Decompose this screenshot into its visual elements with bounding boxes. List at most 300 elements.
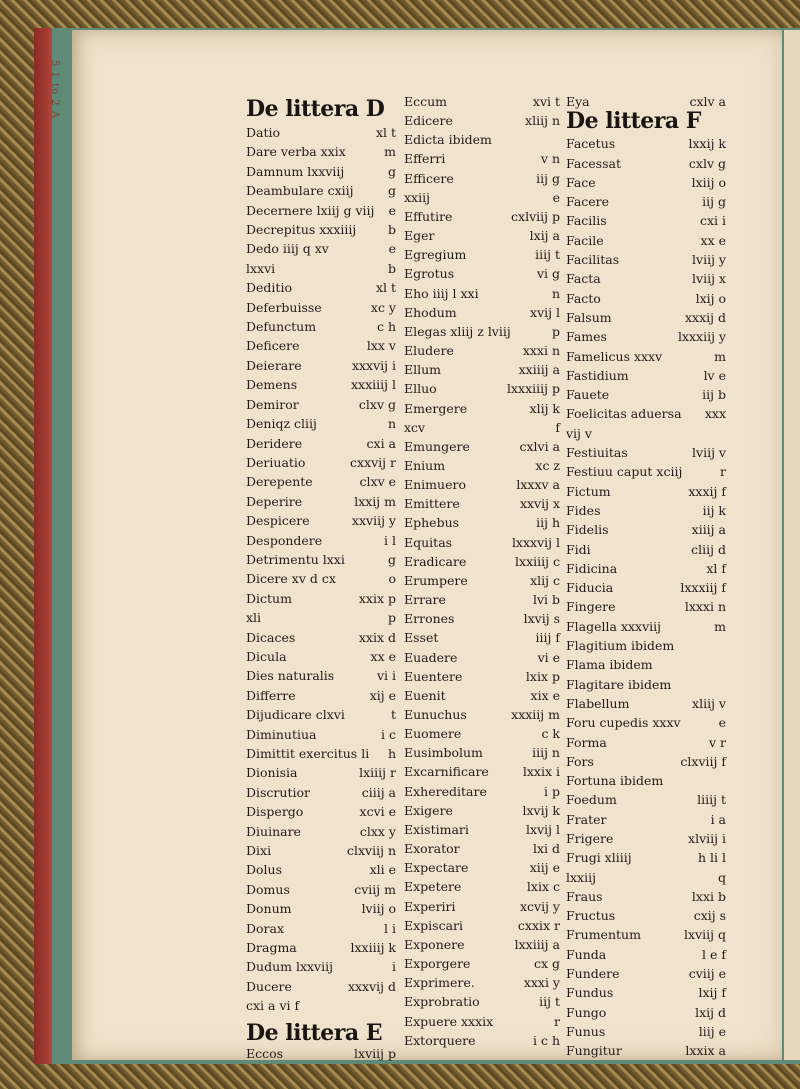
index-entry	[404, 456, 560, 475]
index-entry	[246, 1044, 396, 1063]
index-entry	[566, 347, 726, 366]
index-entry	[246, 531, 396, 550]
entry-word: Fictum	[566, 483, 611, 499]
index-entry	[404, 571, 560, 590]
entry-word: Ellum	[404, 362, 442, 378]
entry-word: Excarnificare	[404, 764, 489, 780]
entry-word: Exhereditare	[404, 783, 487, 799]
entry-word: Defunctum	[246, 319, 317, 335]
entry-reference: i	[392, 959, 396, 975]
entry-reference: v n	[540, 151, 560, 167]
entry-reference: lxvij k	[522, 802, 560, 818]
entry-word: Facta	[566, 271, 601, 287]
entry-reference: e	[718, 715, 726, 731]
entry-reference: xxxij f	[688, 483, 726, 499]
entry-word: Deierare	[246, 357, 302, 373]
entry-reference: xcvi e	[359, 804, 396, 820]
entry-reference: xx e	[370, 648, 396, 664]
entry-word: Emergere	[404, 400, 468, 416]
entry-word: Euenit	[404, 687, 446, 703]
index-entry	[246, 201, 396, 220]
entry-reference: iiij t	[535, 247, 560, 263]
entry-reference: cx g	[533, 956, 560, 972]
index-entry	[246, 666, 396, 685]
entry-word: Flabellum	[566, 695, 630, 711]
index-entry	[566, 559, 726, 578]
entry-word: Facessat	[566, 155, 621, 171]
index-entry	[404, 226, 560, 245]
index-entry	[246, 589, 396, 608]
entry-reference: lxxix i	[522, 764, 560, 780]
index-entry	[246, 725, 396, 744]
index-entry	[566, 906, 726, 925]
index-entry	[246, 802, 396, 821]
entry-reference: lxvij s	[523, 611, 560, 627]
index-entry	[566, 231, 726, 250]
entry-word: Flagitium ibidem	[566, 638, 675, 654]
index-entry	[404, 149, 560, 168]
entry-word: Deficere	[246, 338, 300, 354]
index-entry	[566, 501, 726, 520]
index-entry	[404, 1012, 560, 1031]
entry-word: Euomere	[404, 726, 462, 742]
index-entry	[566, 675, 726, 694]
entry-reference: lxxij k	[688, 136, 726, 152]
entry-word: Foelicitas aduersa	[566, 406, 682, 422]
index-entry	[566, 771, 726, 790]
entry-word: Deridere	[246, 435, 303, 451]
entry-reference: lviij x	[692, 271, 726, 287]
index-entry	[404, 801, 560, 820]
index-entry	[566, 790, 726, 809]
entry-reference: cxxix r	[517, 917, 560, 933]
entry-reference: iij k	[702, 502, 726, 518]
board-edge	[34, 28, 52, 1064]
entry-word: vij v	[566, 425, 592, 441]
index-entry	[566, 925, 726, 944]
entry-word: Detrimentu lxxi	[246, 551, 345, 567]
entry-reference: cviij m	[354, 881, 396, 897]
index-entry	[566, 385, 726, 404]
entry-word: Flagella xxxviij	[566, 618, 662, 634]
index-entry	[246, 763, 396, 782]
entry-word: Dispergo	[246, 804, 304, 820]
index-entry	[404, 762, 560, 781]
margin-note: 5 1 to 2 A	[49, 60, 60, 120]
entry-word: Erumpere	[404, 572, 468, 588]
entry-word: Dicere xv d cx	[246, 571, 336, 587]
entry-list	[246, 1044, 396, 1063]
entry-reference: xxvij x	[519, 496, 560, 512]
entry-reference: xxviij y	[351, 513, 396, 529]
entry-reference: xix e	[530, 687, 560, 703]
entry-reference: xcvij y	[519, 898, 560, 914]
entry-word: Eccum	[404, 94, 448, 109]
index-entry	[246, 647, 396, 666]
entry-word: Enium	[404, 457, 446, 473]
entry-reference: i a	[710, 811, 726, 827]
entry-word: Euentere	[404, 668, 463, 684]
entry-reference: cxi i	[699, 213, 726, 229]
entry-word: Dicula	[246, 648, 287, 664]
index-entry	[404, 92, 560, 111]
entry-reference: o	[388, 571, 396, 587]
entry-word: Fiducia	[566, 580, 614, 596]
entry-word: Decernere lxiij g viij	[246, 202, 375, 218]
index-entry	[246, 414, 396, 433]
index-entry	[566, 482, 726, 501]
entry-word: Fungitur	[566, 1043, 622, 1059]
entry-reference: xvij l	[530, 304, 560, 320]
entry-word: Errones	[404, 611, 455, 627]
entry-word: Domus	[246, 881, 290, 897]
index-entry	[566, 211, 726, 230]
entry-reference: vi e	[537, 649, 560, 665]
entry-word: Deditio	[246, 280, 292, 296]
entry-list	[404, 92, 560, 1050]
index-entry	[246, 356, 396, 375]
entry-word: Ducere	[246, 978, 292, 994]
entry-reference: xxx	[704, 406, 726, 422]
entry-word: Elegas xliij z lviij	[404, 323, 511, 339]
entry-word: Eho iiij l xxi	[404, 285, 479, 301]
entry-reference: m	[384, 144, 396, 160]
index-entry	[404, 437, 560, 456]
entry-word: Damnum lxxviij	[246, 163, 345, 179]
entry-word: Fraus	[566, 888, 603, 904]
entry-word: Funda	[566, 946, 607, 962]
entry-reference: lxxxv a	[516, 477, 560, 493]
entry-word: Frumentum	[566, 927, 641, 943]
index-entry	[404, 858, 560, 877]
index-column-2	[404, 92, 560, 1050]
entry-word: Euadere	[404, 649, 458, 665]
entry-reference: c h	[376, 319, 396, 335]
entry-word: Eunuchus	[404, 707, 467, 722]
index-entry	[246, 453, 396, 472]
entry-word: Egregium	[404, 247, 467, 263]
entry-word: Funus	[566, 1023, 606, 1039]
entry-word: Eusimbolum	[404, 745, 483, 761]
index-entry	[404, 628, 560, 647]
entry-word: Datio	[246, 125, 281, 140]
entry-reference: vi g	[536, 266, 560, 282]
entry-reference: xl t	[375, 280, 396, 296]
entry-word: Exprimere.	[404, 975, 475, 991]
entry-word: Deferbuisse	[246, 299, 322, 315]
entry-reference: e	[552, 189, 560, 205]
entry-reference: n	[387, 416, 396, 432]
index-entry	[404, 418, 560, 437]
index-entry	[404, 475, 560, 494]
entry-reference: h	[387, 746, 396, 761]
index-entry	[566, 887, 726, 906]
entry-word: Foru cupedis xxxv	[566, 715, 681, 731]
entry-word: Fastidium	[566, 367, 629, 383]
entry-reference: xlij k	[529, 400, 560, 416]
index-entry	[404, 609, 560, 628]
index-entry	[246, 123, 396, 142]
index-entry	[566, 540, 726, 559]
index-entry	[246, 336, 396, 355]
index-entry	[246, 996, 396, 1015]
index-entry	[246, 977, 396, 996]
entry-word: Expuere xxxix	[404, 1013, 494, 1029]
index-entry	[246, 744, 396, 763]
entry-word: Deperire	[246, 493, 303, 509]
entry-reference: cxlvi a	[519, 438, 560, 454]
entry-word: Forma	[566, 734, 607, 750]
entry-word: Dorax	[246, 920, 285, 936]
entry-word: Differre	[246, 687, 296, 703]
entry-reference: lviij y	[692, 252, 726, 268]
entry-word: Facilitas	[566, 252, 620, 268]
index-entry	[566, 983, 726, 1002]
entry-word: Fides	[566, 502, 601, 518]
index-entry	[566, 578, 726, 597]
index-entry	[566, 617, 726, 636]
entry-word: Falsum	[566, 309, 612, 325]
entry-word: lxxiij	[566, 869, 596, 885]
entry-reference: lxij o	[695, 290, 726, 306]
entry-reference: lxx v	[366, 338, 396, 354]
index-entry	[404, 935, 560, 954]
index-entry	[566, 366, 726, 385]
entry-list	[246, 123, 396, 1016]
entry-reference: cviij e	[688, 966, 726, 982]
index-entry	[404, 897, 560, 916]
index-entry	[246, 511, 396, 530]
index-entry	[246, 142, 396, 161]
index-entry	[404, 245, 560, 264]
index-entry	[566, 520, 726, 539]
entry-reference: f	[555, 419, 560, 435]
index-entry	[246, 298, 396, 317]
entry-reference: xxxi n	[522, 343, 560, 359]
entry-word: Experiri	[404, 898, 456, 914]
entry-word: Facile	[566, 232, 604, 248]
entry-word: Fungo	[566, 1004, 607, 1020]
index-entry	[566, 694, 726, 713]
entry-word: Frigere	[566, 830, 614, 846]
index-entry	[246, 686, 396, 705]
entry-word: Existimari	[404, 821, 469, 837]
entry-reference: lxxxi n	[684, 599, 726, 615]
entry-word: Fructus	[566, 908, 616, 924]
entry-reference: e	[388, 202, 396, 218]
entry-reference: xxxvij i	[351, 357, 396, 373]
index-column-3	[566, 92, 726, 1061]
entry-reference: xxxiiij l	[351, 377, 396, 393]
entry-word: Equitas	[404, 534, 453, 550]
index-entry	[566, 1003, 726, 1022]
entry-reference: lxix c	[526, 879, 560, 895]
facing-page-edge	[784, 30, 800, 1060]
entry-word: Fidi	[566, 541, 591, 557]
entry-word: Dicaces	[246, 629, 296, 645]
entry-reference: h li l	[698, 850, 726, 866]
entry-word: Diminutiua	[246, 726, 317, 742]
entry-reference: lxxix a	[685, 1043, 726, 1059]
entry-word: Expectare	[404, 860, 469, 876]
entry-word: Edicta ibidem	[404, 132, 492, 148]
index-entry	[404, 877, 560, 896]
entry-word: Exigere	[404, 802, 453, 818]
entry-reference: clxviij f	[680, 753, 726, 769]
entry-reference: xxxvij d	[347, 978, 396, 994]
entry-word: Exorator	[404, 841, 460, 857]
entry-reference: g	[387, 551, 396, 567]
entry-word: Fingere	[566, 599, 616, 615]
entry-reference: clxv g	[358, 396, 396, 412]
entry-word: Foedum	[566, 792, 617, 808]
entry-reference: iiij n	[532, 745, 560, 761]
entry-word: Emungere	[404, 438, 470, 454]
index-entry	[404, 590, 560, 609]
index-entry	[566, 192, 726, 211]
entry-reference: xvi t	[532, 94, 560, 109]
index-entry	[566, 134, 726, 153]
entry-word: Facto	[566, 290, 601, 306]
entry-reference: i p	[544, 783, 560, 799]
entry-word: Donum	[246, 901, 292, 917]
index-entry	[566, 597, 726, 616]
entry-reference: xxix d	[358, 629, 396, 645]
entry-word: Fortuna ibidem	[566, 773, 664, 789]
entry-word: Esset	[404, 630, 439, 646]
entry-reference: lviij o	[361, 901, 396, 917]
entry-word: Extorquere	[404, 1032, 476, 1048]
entry-reference: xli e	[369, 862, 396, 878]
entry-reference: cxlv g	[688, 155, 726, 171]
entry-reference: xliij n	[525, 113, 560, 129]
entry-word: Dedo iiij q xv	[246, 241, 329, 257]
entry-reference: lxi d	[532, 841, 560, 857]
index-entry	[404, 379, 560, 398]
index-entry	[566, 829, 726, 848]
index-entry	[566, 810, 726, 829]
index-entry	[246, 375, 396, 394]
entry-reference: clxviij n	[346, 843, 396, 859]
index-entry	[404, 992, 560, 1011]
entry-word: Dudum lxxviij	[246, 959, 333, 975]
entry-word: Demens	[246, 377, 298, 393]
entry-list	[566, 134, 726, 1060]
entry-reference: iiij f	[535, 630, 560, 646]
entry-word: Festiuu caput xciij	[566, 464, 683, 480]
index-entry	[566, 462, 726, 481]
index-entry	[246, 162, 396, 181]
index-entry	[246, 569, 396, 588]
entry-reference: cxxvij r	[350, 454, 396, 470]
entry-word: Enimuero	[404, 477, 466, 493]
index-column-1	[246, 92, 396, 1063]
entry-word: Elluo	[404, 381, 437, 397]
index-entry	[246, 860, 396, 879]
index-entry	[246, 550, 396, 569]
entry-reference: g	[387, 183, 396, 199]
entry-reference: xl t	[375, 125, 396, 140]
entry-word: Dies naturalis	[246, 668, 335, 684]
index-entry	[404, 686, 560, 705]
entry-reference: xc y	[370, 299, 396, 315]
entry-reference: lxvij l	[526, 821, 560, 837]
index-entry	[566, 636, 726, 655]
index-entry	[566, 443, 726, 462]
entry-word: Derepente	[246, 474, 313, 490]
entry-reference: xiiij a	[691, 522, 726, 538]
entry-reference: xxxij d	[685, 309, 726, 325]
index-entry	[566, 327, 726, 346]
index-entry	[404, 839, 560, 858]
entry-reference: xxix p	[358, 590, 396, 606]
entry-reference: lxxij m	[354, 493, 396, 509]
entry-reference: i l	[384, 532, 396, 548]
index-entry	[404, 782, 560, 801]
entry-reference: lxviij q	[684, 927, 726, 943]
index-entry	[404, 360, 560, 379]
entry-word: Exporgere	[404, 956, 471, 972]
entry-word: Eludere	[404, 343, 454, 359]
index-entry	[404, 264, 560, 283]
entry-word: Fauete	[566, 387, 610, 403]
index-entry	[566, 752, 726, 771]
entry-word: lxxvi	[246, 260, 276, 276]
entry-word: Fundus	[566, 985, 614, 1001]
entry-word: Dolus	[246, 862, 283, 878]
index-entry	[566, 733, 726, 752]
entry-reference: lxxxiiij p	[507, 381, 560, 397]
index-entry	[246, 317, 396, 336]
index-entry	[246, 783, 396, 802]
entry-reference: lxxi b	[691, 888, 726, 904]
entry-reference: lxxiiij k	[350, 940, 396, 956]
entry-reference: m	[714, 348, 726, 364]
index-entry	[246, 259, 396, 278]
index-entry	[246, 492, 396, 511]
entry-reference: xc z	[535, 457, 560, 473]
section-heading-d: De littera D	[246, 96, 385, 122]
index-entry	[566, 655, 726, 674]
index-entry	[246, 899, 396, 918]
entry-word: Despondere	[246, 532, 323, 548]
entry-word: Decrepitus xxxiiij	[246, 222, 357, 238]
entry-reference: clxx y	[359, 823, 396, 839]
entry-word: Deambulare cxiij	[246, 183, 354, 199]
index-entry	[404, 111, 560, 130]
index-entry	[404, 399, 560, 418]
index-entry	[246, 434, 396, 453]
entry-word: Fors	[566, 753, 594, 769]
entry-reference: iij g	[536, 170, 560, 186]
entry-reference: lxviij p	[354, 1045, 396, 1061]
entry-reference: lv e	[703, 367, 726, 383]
entry-reference: iij h	[536, 515, 560, 531]
index-entry	[404, 724, 560, 743]
entry-reference: lxij d	[695, 1004, 726, 1020]
entry-reference: clxv e	[359, 474, 396, 490]
index-entry	[566, 964, 726, 983]
index-entry	[566, 424, 726, 443]
entry-word: Eger	[404, 228, 435, 244]
entry-word: Dixi	[246, 843, 272, 859]
entry-word: Demiror	[246, 396, 299, 412]
entry-reference: xx e	[700, 232, 726, 248]
entry-word: Frugi xliiij	[566, 850, 632, 866]
entry-reference: lxiij o	[691, 174, 726, 190]
index-entry	[246, 628, 396, 647]
index-entry	[246, 608, 396, 627]
